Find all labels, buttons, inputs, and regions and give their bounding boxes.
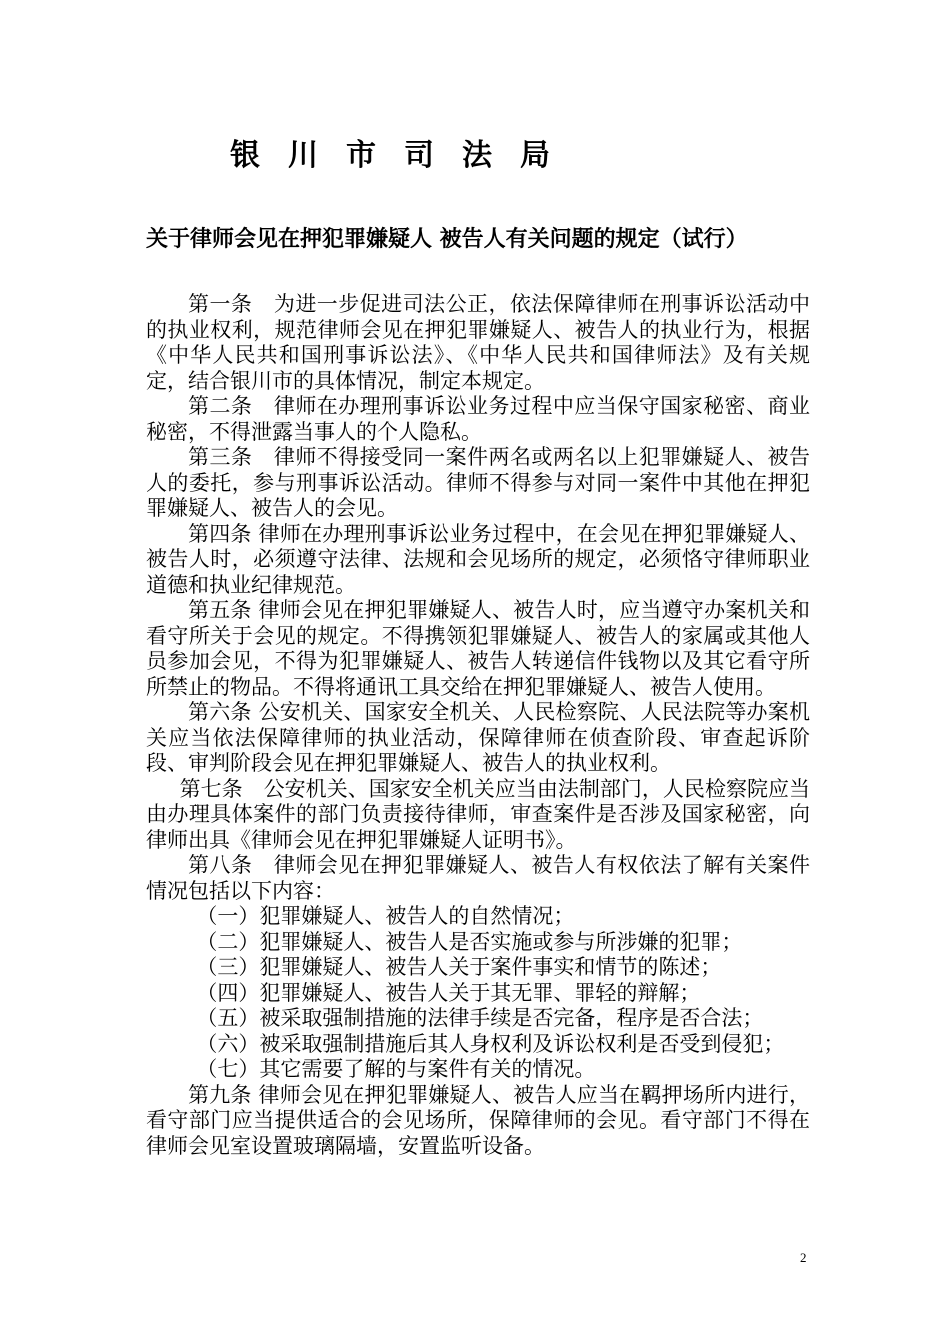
article-8-item-3: （三）犯罪嫌疑人、被告人关于案件事实和情节的陈述； bbox=[196, 955, 722, 979]
article-3: 第三条 律师不得接受同一案件两名或两名以上犯罪嫌疑人、被告人的委托，参与刑事诉讼活动。律师不得参与对同一案件中其他在押犯罪嫌疑人、被告人的会见。 bbox=[146, 445, 810, 520]
article-8-item-2: （二）犯罪嫌疑人、被告人是否实施或参与所涉嫌的犯罪； bbox=[196, 929, 743, 954]
article-5: 第五条 律师会见在押犯罪嫌疑人、被告人时，应当遵守办案机关和看守所关于会见的规定。不得携领犯罪嫌疑人、被告人的家属或其他人员参加会见，不得为犯罪嫌疑人、被告人转递信件钱物以及其它看守所所禁止的物品。不得将通讯工具交给在押犯罪嫌疑人、被告人使用。 bbox=[146, 598, 810, 699]
article-9: 第九条 律师会见在押犯罪嫌疑人、被告人应当在羁押场所内进行，看守部门应当提供适合的会见场所，保障律师的会见。看守部门不得在律师会见室设置玻璃隔墙，安置监听设备。 bbox=[146, 1082, 810, 1158]
article-8: 第八条 律师会见在押犯罪嫌疑人、被告人有权依法了解有关案件情况包括以下内容： bbox=[146, 853, 810, 903]
article-4: 第四条 律师在办理刑事诉讼业务过程中，在会见在押犯罪嫌疑人、被告人时，必须遵守法律、法规和会见场所的规定，必须恪守律师职业道德和执业纪律规范。 bbox=[146, 521, 810, 597]
article-8-item-5: （五）被采取强制措施的法律手续是否完备，程序是否合法； bbox=[196, 1006, 764, 1030]
article-8-item-4: （四）犯罪嫌疑人、被告人关于其无罪、罪轻的辩解； bbox=[196, 980, 701, 1005]
article-8-item-1: （一）犯罪嫌疑人、被告人的自然情况； bbox=[196, 904, 575, 928]
article-8-item-6: （六）被采取强制措施后其人身权利及诉讼权利是否受到侵犯； bbox=[196, 1031, 785, 1056]
article-1: 第一条 为进一步促进司法公正，依法保障律师在刑事诉讼活动中的执业权利，规范律师会见在押犯罪嫌疑人、被告人的执业行为，根据《中华人民共和国刑事诉讼法》、《中华人民共和国律师法》及有关规定，结合银川市的具体情况，制定本规定。 bbox=[146, 292, 810, 393]
document-title: 关于律师会见在押犯罪嫌疑人 被告人有关问题的规定（试行） bbox=[146, 227, 748, 252]
article-8-item-7: （七）其它需要了解的与案件有关的情况。 bbox=[196, 1057, 596, 1081]
article-2: 第二条 律师在办理刑事诉讼业务过程中应当保守国家秘密、商业秘密，不得泄露当事人的个人隐私。 bbox=[146, 394, 810, 444]
article-6: 第六条 公安机关、国家安全机关、人民检察院、人民法院等办案机关应当依法保障律师的执业活动，保障律师在侦查阶段、审查起诉阶段、审判阶段会见在押犯罪嫌疑人、被告人的执业权利。 bbox=[146, 700, 810, 775]
article-7: 第七条 公安机关、国家安全机关应当由法制部门，人民检察院应当由办理具体案件的部门负责接待律师，审查案件是否涉及国家秘密，向律师出具《律师会见在押犯罪嫌疑人证明书》。 bbox=[146, 776, 810, 852]
page-number: 2 bbox=[800, 1250, 807, 1265]
document-body bbox=[146, 292, 810, 1159]
issuer-heading: 银川市司法局 bbox=[230, 138, 578, 173]
